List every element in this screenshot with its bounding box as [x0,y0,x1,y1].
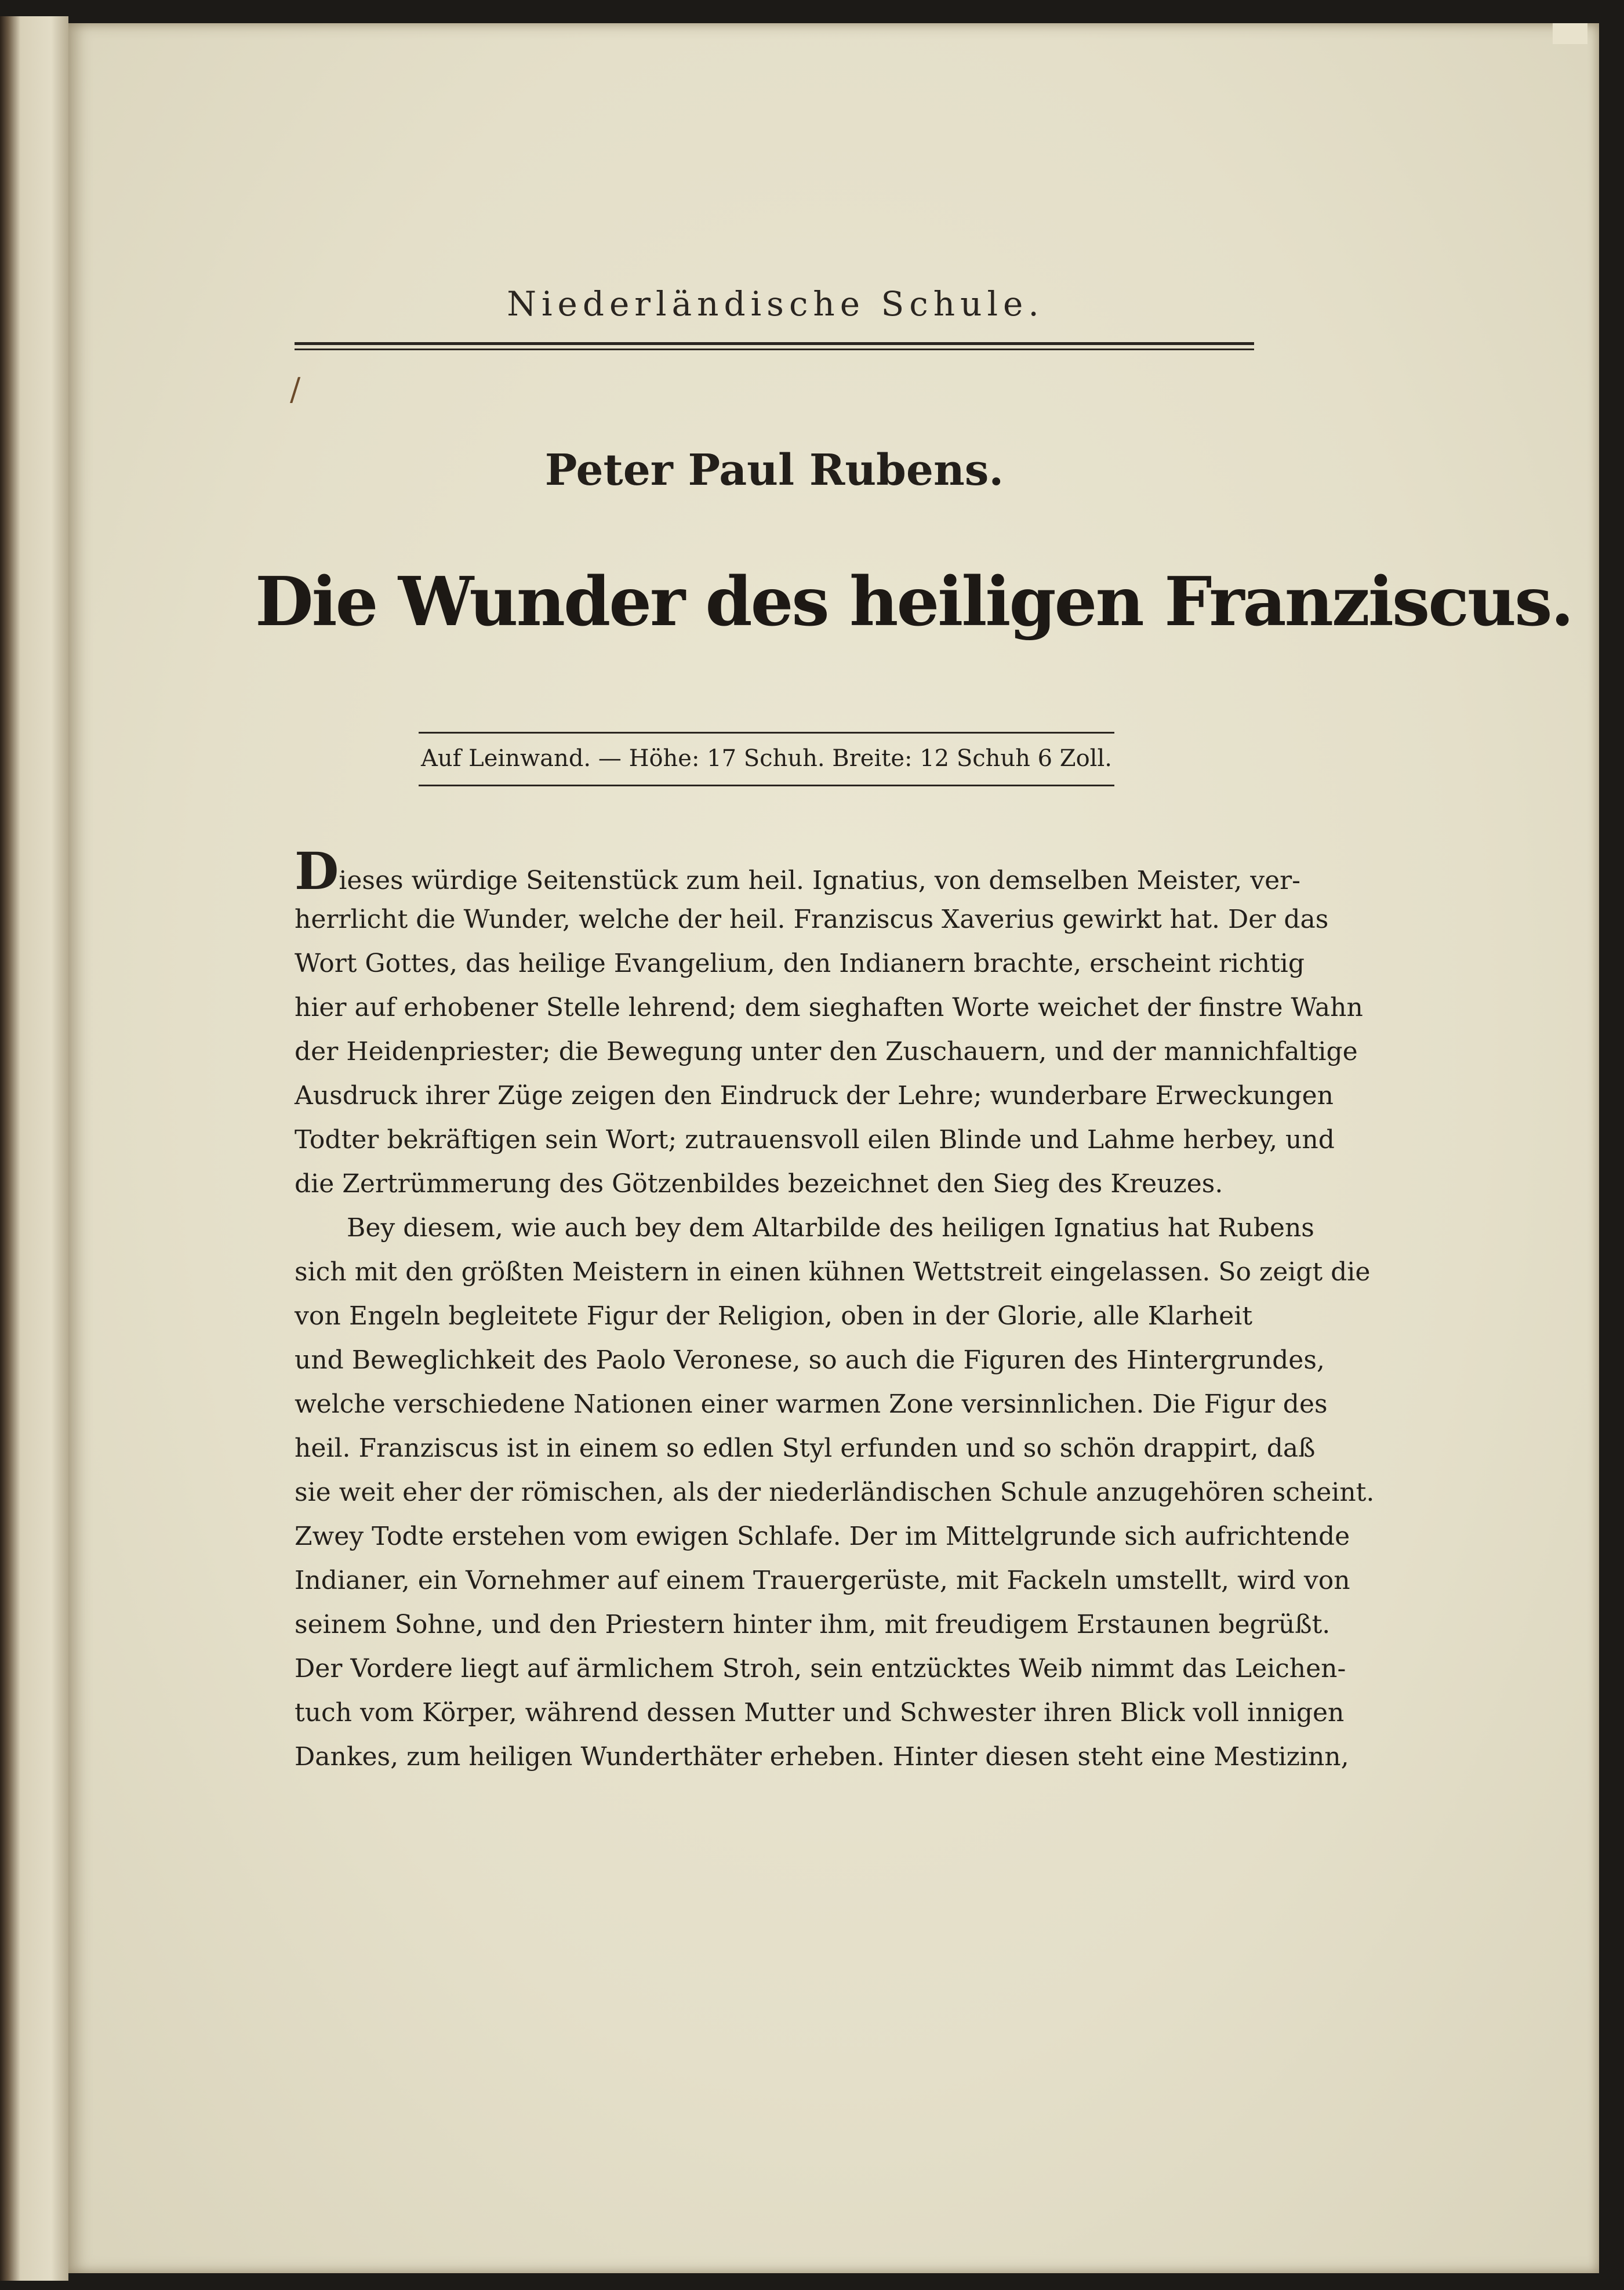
artwork-dimensions: Auf Leinwand. — Höhe: 17 Schuh. Breite: 12 Schuh 6 Zoll. [419,732,1114,786]
text-line: Zwey Todte erstehen vom ewigen Schlafe. Der im Mittelgrunde sich aufrichtende [295,1522,1350,1551]
text-line: Dankes, zum heiligen Wunderthäter erheben. Hinter diesen steht eine Mestizinn, [295,1742,1349,1772]
text-line: Bey diesem, wie auch bey dem Altarbilde des heiligen Ignatius hat Rubens [347,1213,1314,1243]
text-line: der Heidenpriester; die Bewegung unter den Zuschauern, und der mannichfaltige [295,1037,1358,1066]
text-line: Wort Gottes, das heilige Evangelium, den Indianern brachte, erscheint richtig [295,949,1305,978]
text-line: und Beweglichkeit des Paolo Veronese, so auch die Figuren des Hintergrundes, [295,1345,1325,1375]
left-page-edge [0,16,68,2281]
text-line: von Engeln begleitete Figur der Religion, oben in der Glorie, alle Klarheit [295,1301,1252,1331]
text-line [295,841,1301,901]
line-text: ieses würdige Seitenstück zum heil. Ignatius, von demselben Meister, ver- [339,866,1301,895]
text-line: Indianer, ein Vornehmer auf einem Trauergerüste, mit Fackeln umstellt, wird von [295,1566,1350,1595]
text-line: Todter bekräftigen sein Wort; zutrauensvoll eilen Blinde und Lahme herbey, und [295,1125,1335,1155]
header-rule [295,342,1254,350]
body-text [295,841,1375,1779]
page-corner [1553,23,1587,44]
text-line: hier auf erhobener Stelle lehrend; dem sieghaften Worte weichet der finstre Wahn [295,993,1363,1022]
ink-mark: / [290,371,301,408]
text-line: welche verschiedene Nationen einer warmen Zone versinnlichen. Die Figur des [295,1389,1328,1419]
text-line: tuch vom Körper, während dessen Mutter und Schwester ihren Blick voll innigen [295,1698,1345,1728]
drop-cap: D [295,841,339,901]
text-line: Der Vordere liegt auf ärmlichem Stroh, sein entzücktes Weib nimmt das Leichen- [295,1654,1346,1683]
artist-name: Peter Paul Rubens. [544,445,1004,495]
text-line: die Zertrümmerung des Götzenbildes bezeichnet den Sieg des Kreuzes. [295,1169,1223,1199]
text-line: seinem Sohne, und den Priestern hinter ihm, mit freudigem Erstaunen begrüßt. [295,1610,1331,1639]
school-heading: Niederländische Schule. [507,284,1044,324]
text-line: herrlicht die Wunder, welche der heil. Franziscus Xaverius gewirkt hat. Der das [295,905,1329,934]
text-line: heil. Franziscus ist in einem so edlen Styl erfunden und so schön drappirt, daß [295,1433,1316,1463]
artwork-title: Die Wunder des heiligen Franziscus. [255,562,1572,641]
text-line: sie weit eher der römischen, als der niederländischen Schule anzugehören scheint. [295,1478,1375,1507]
text-line: Ausdruck ihrer Züge zeigen den Eindruck der Lehre; wunderbare Erweckungen [295,1081,1334,1110]
text-line: sich mit den größten Meistern in einen kühnen Wettstreit eingelassen. So zeigt die [295,1257,1371,1287]
